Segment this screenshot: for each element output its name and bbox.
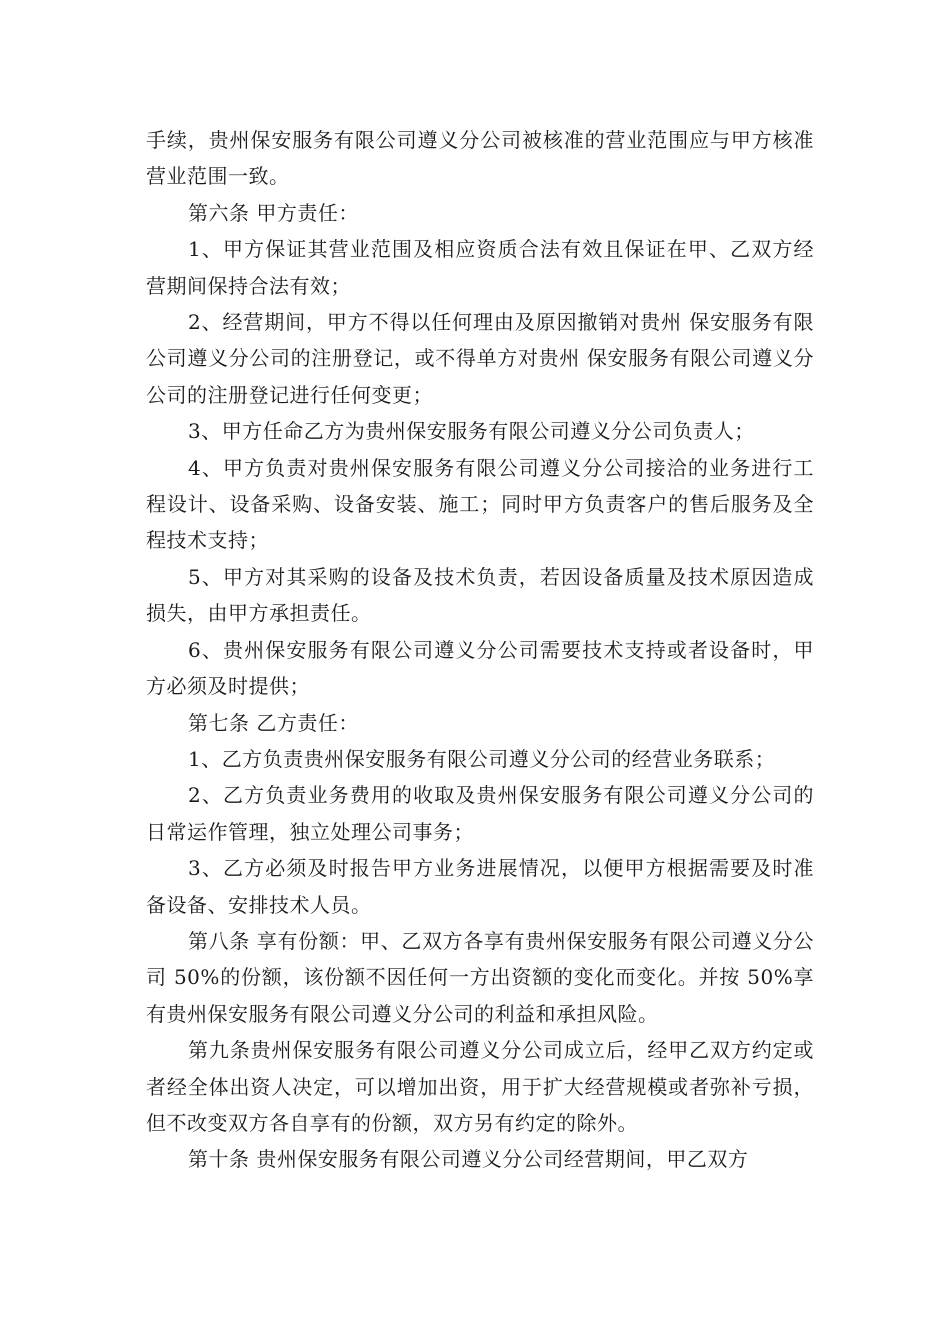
article-7-clause-2: 2、乙方负责业务费用的收取及贵州保安服务有限公司遵义分公司的日常运作管理，独立处理公司事务； bbox=[146, 783, 814, 844]
article-6-clause-2: 2、经营期间，甲方不得以任何理由及原因撤销对贵州 保安服务有限公司遵义分公司的注册登记，或不得单方对贵州 保安服务有限公司遵义分公司的注册登记进行任何变更； bbox=[146, 310, 814, 407]
article-6-heading: 第六条 甲方责任： bbox=[188, 200, 359, 225]
article-6-clause-6: 6、贵州保安服务有限公司遵义分公司需要技术支持或者设备时，甲方必须及时提供； bbox=[146, 637, 814, 699]
article-6-clause-3: 3、甲方任命乙方为贵州保安服务有限公司遵义分公司负责人； bbox=[188, 419, 755, 444]
article-9: 第九条贵州保安服务有限公司遵义分公司成立后，经甲乙双方约定或者经全体出资人决定，可以增加出资，用于扩大经营规模或者弥补亏损，但不改变双方各自享有的份额，双方另有约定的除外。 bbox=[146, 1038, 814, 1135]
paragraph-continuation: 手续，贵州保安服务有限公司遵义分公司被核准的营业范围应与甲方核准营业范围一致。 bbox=[146, 128, 814, 189]
article-8: 第八条 享有份额：甲、乙双方各享有贵州保安服务有限公司遵义分公司 50%的份额，该份额不因任何一方出资额的变化而变化。并按 50%享有贵州保安服务有限公司遵义分公司的利益和承担风险。 bbox=[146, 928, 814, 1026]
article-6-clause-1: 1、甲方保证其营业范围及相应资质合法有效且保证在甲、乙双方经营期间保持合法有效； bbox=[146, 237, 814, 298]
article-10: 第十条 贵州保安服务有限公司遵义分公司经营期间，甲乙双方 bbox=[188, 1147, 749, 1172]
article-7-clause-1: 1、乙方负责贵州保安服务有限公司遵义分公司的经营业务联系； bbox=[188, 746, 776, 771]
article-6-clause-4: 4、甲方负责对贵州保安服务有限公司遵义分公司接洽的业务进行工程设计、设备采购、设备安装、施工；同时甲方负责客户的售后服务及全程技术支持； bbox=[146, 455, 814, 553]
article-6-clause-5: 5、甲方对其采购的设备及技术负责，若因设备质量及技术原因造成损失，由甲方承担责任。 bbox=[146, 564, 814, 626]
article-7-heading: 第七条 乙方责任： bbox=[188, 710, 359, 735]
document-body bbox=[146, 122, 814, 1178]
article-7-clause-3: 3、乙方必须及时报告甲方业务进展情况，以便甲方根据需要及时准备设备、安排技术人员。 bbox=[146, 856, 814, 917]
